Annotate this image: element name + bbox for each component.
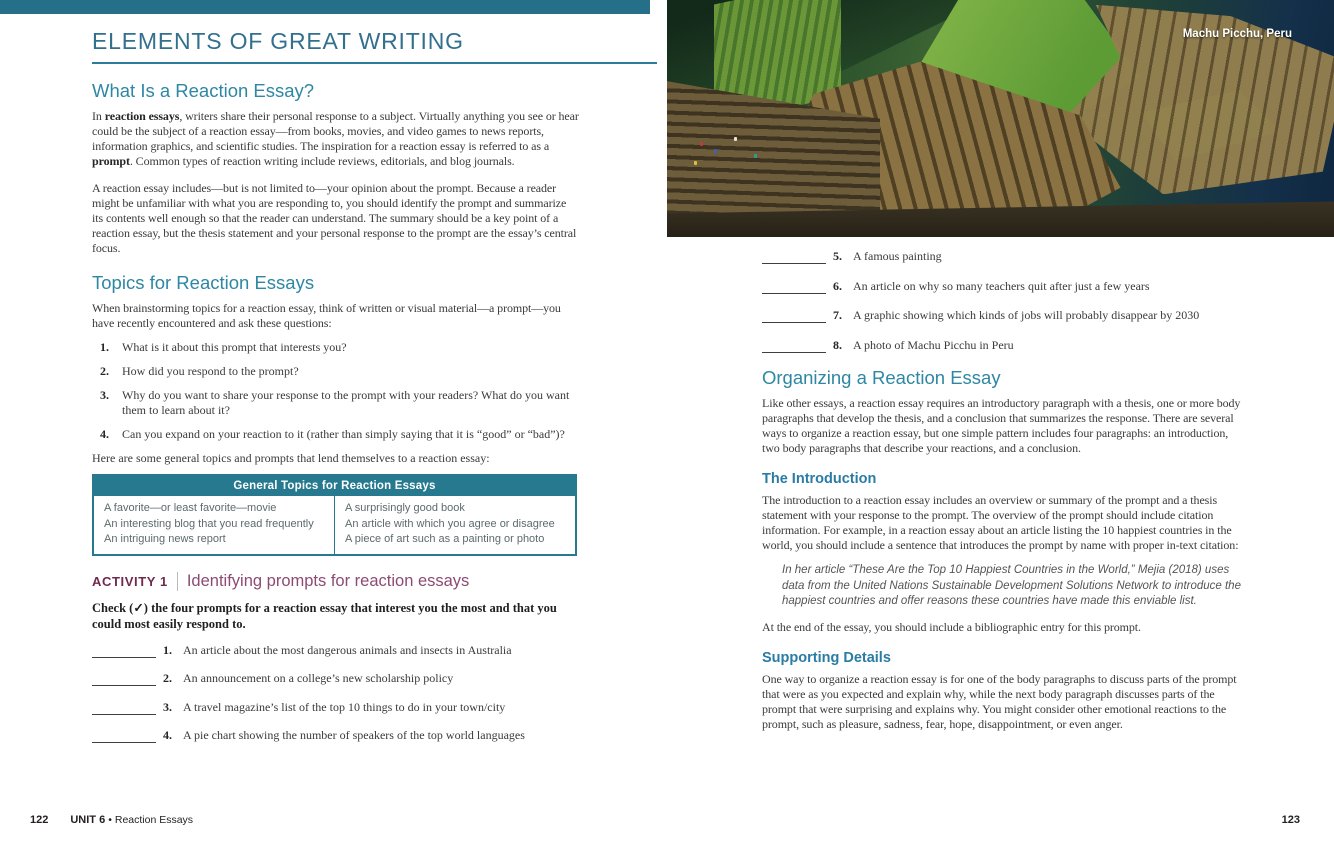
checklist-right [762,249,1246,353]
table-line: A surprisingly good book [345,502,465,514]
bold-term-prompt: prompt [92,154,130,168]
table-cell-left [94,496,334,554]
paragraph-bibliographic: At the end of the essay, you should include a bibliographic entry for this prompt. [762,619,1141,634]
page-title: ELEMENTS OF GREAT WRITING [92,28,657,64]
table-cell-right [334,496,575,554]
list-number: 1. [100,340,109,354]
table-body [94,496,575,554]
checklist-item [762,338,1246,353]
list-number: 4. [100,427,109,441]
item-text: A famous painting [853,249,942,263]
unit-title: • Reaction Essays [108,814,194,826]
left-column [92,14,579,757]
text-run: In [92,109,105,123]
page-number-right: 123 [1281,814,1300,826]
table-line: An article with which you agree or disagree [345,517,555,530]
photo-caption: Machu Picchu, Peru [1182,28,1292,40]
paragraph-what-is-2: A reaction essay includes—but is not limited to—your opinion about the prompt. Because a reader might be unfamiliar with what you are responding to, you should identify the prompt and summarize its contents well enough so that the reader can understand. The summary should be a key point of a reaction essay, but the thesis statement and your personal response to the prompt are the essay’s central focus. [92,181,577,255]
list-text: What is it about this prompt that interests you? [122,340,347,354]
paragraph-topics-intro: When brainstorming topics for a reaction essay, think of written or visual material—a prompt—you have recently encountered and ask these questions: [92,301,561,330]
answer-blank[interactable] [92,645,156,658]
item-number: 4. [163,728,172,742]
checklist-item [762,308,1246,323]
activity-label: ACTIVITY 1 [92,573,168,589]
activity-heading [92,572,579,591]
photo-tourist-dot [694,161,697,165]
citation-example: In her article “These Are the Top 10 Happiest Countries in the World,” Mejia (2018) uses data from the United Nations Sustainable Development Solutions Network to introduce the happiest countries and offer reasons these countries have made this enviable list. [782,564,1241,607]
checklist-item [92,643,579,658]
subheading-supporting-details: Supporting Details [762,649,891,666]
table-line: An interesting blog that you read frequently [104,517,314,530]
activity-instruction: Check (✓) the four prompts for a reaction essay that interest you the most and that you could most easily respond to. [92,600,557,631]
paragraph-supporting: One way to organize a reaction essay is for one of the body paragraphs to discuss parts of the prompt that were as you expected and explain why, while the next body paragraph discusses parts of the prompt that were surprising and explains why. You might consider other emotional reactions to the prompt, such as pleasure, sadness, fear, hope, disappointment, or even anger. [762,671,1237,731]
item-number: 2. [163,671,172,685]
item-text: A photo of Machu Picchu in Peru [853,337,1014,352]
answer-blank[interactable] [92,730,156,743]
section-heading-organizing: Organizing a Reaction Essay [762,367,1001,388]
item-number: 6. [833,278,842,293]
item-number: 1. [163,642,172,657]
item-text: A pie chart showing the number of speakers of the top world languages [183,728,525,742]
list-item [100,388,579,418]
section-heading-what-is: What Is a Reaction Essay? [92,80,315,101]
checklist-item [762,249,1246,264]
table-line: A favorite—or least favorite—movie [104,502,277,514]
item-text: An announcement on a college’s new scholarship policy [183,671,454,685]
photo-tourist-dot [754,154,757,158]
subheading-introduction: The Introduction [762,471,877,487]
paragraph-organizing: Like other essays, a reaction essay requires an introductory paragraph with a thesis, one or more body paragraphs that develop the thesis, and a conclusion that summarizes the response. There are several ways to organize a reaction essay, but one simple pattern includes four paragraphs: an introduction, two body paragraphs that describe your reactions, and a conclusion. [762,396,1241,455]
item-text: An article on why so many teachers quit after just a few years [853,278,1150,293]
item-number: 5. [833,249,842,263]
checklist-left [92,643,579,744]
table-line: An intriguing news report [104,533,226,545]
text-run: , writers share their personal response to a subject. Virtually anything you see or hear could be the subject of a reaction essay—from books, movies, and video games to news reports, information graphics, and scientific studies. The inspiration for a reaction essay is referred to as a [92,109,579,153]
questions-list [100,340,579,442]
checklist-item [92,728,579,743]
item-text: A graphic showing which kinds of jobs will probably disappear by 2030 [853,308,1200,322]
checklist-item [762,279,1246,294]
activity-title: Identifying prompts for reaction essays [186,571,470,590]
checklist-item [92,671,579,686]
list-text: Can you expand on your reaction to it (rather than simply saying that it is “good” or “bad”)? [122,427,565,441]
answer-blank[interactable] [762,281,826,294]
right-column [762,249,1246,744]
answer-blank[interactable] [762,340,826,353]
paragraph-what-is-1 [92,109,579,169]
item-number: 7. [833,308,842,322]
answer-blank[interactable] [762,310,826,323]
left-page-footer [30,814,193,826]
page-right [667,0,1334,852]
list-number: 2. [100,364,109,378]
item-number: 8. [833,337,842,352]
paragraph-table-lead: Here are some general topics and prompts that lend themselves to a reaction essay: [92,451,490,465]
list-text: How did you respond to the prompt? [122,364,299,378]
table-header: General Topics for Reaction Essays [94,476,575,496]
paragraph-introduction: The introduction to a reaction essay includes an overview or summary of the prompt and a thesis statement with your response to the prompt. The overview of the prompt should include citation information. For example, in a reaction essay about an article listing the 10 happiest countries in the world, you should include a sentence that introduces the prompt by name with proper in-text citation: [762,493,1239,552]
list-item [100,427,579,442]
answer-blank[interactable] [92,673,156,686]
item-number: 3. [163,699,172,714]
answer-blank[interactable] [92,702,156,715]
item-text: An article about the most dangerous animals and insects in Australia [183,642,512,657]
list-text: Why do you want to share your response to the prompt with your readers? What do you want them to learn about it? [122,388,570,417]
answer-blank[interactable] [762,251,826,264]
top-accent-bar [0,0,650,14]
section-heading-topics: Topics for Reaction Essays [92,272,315,293]
photo-tourist-dot [734,137,737,141]
checklist-item [92,700,579,715]
activity-separator [177,572,178,591]
page-left [0,14,667,852]
machu-picchu-photo [667,0,1334,237]
photo-tourist-dot [714,149,717,153]
list-item [100,364,579,379]
page-number-left: 122 [30,814,49,826]
table-line: A piece of art such as a painting or photo [345,533,545,545]
unit-label: UNIT 6 [70,814,106,826]
general-topics-table [92,474,577,556]
item-text: A travel magazine’s list of the top 10 things to do in your town/city [183,699,506,714]
bold-term-reaction-essays: reaction essays [104,109,180,123]
list-item [100,340,579,355]
text-run: . Common types of reaction writing include reviews, editorials, and blog journals. [129,154,515,168]
list-number: 3. [100,388,109,402]
